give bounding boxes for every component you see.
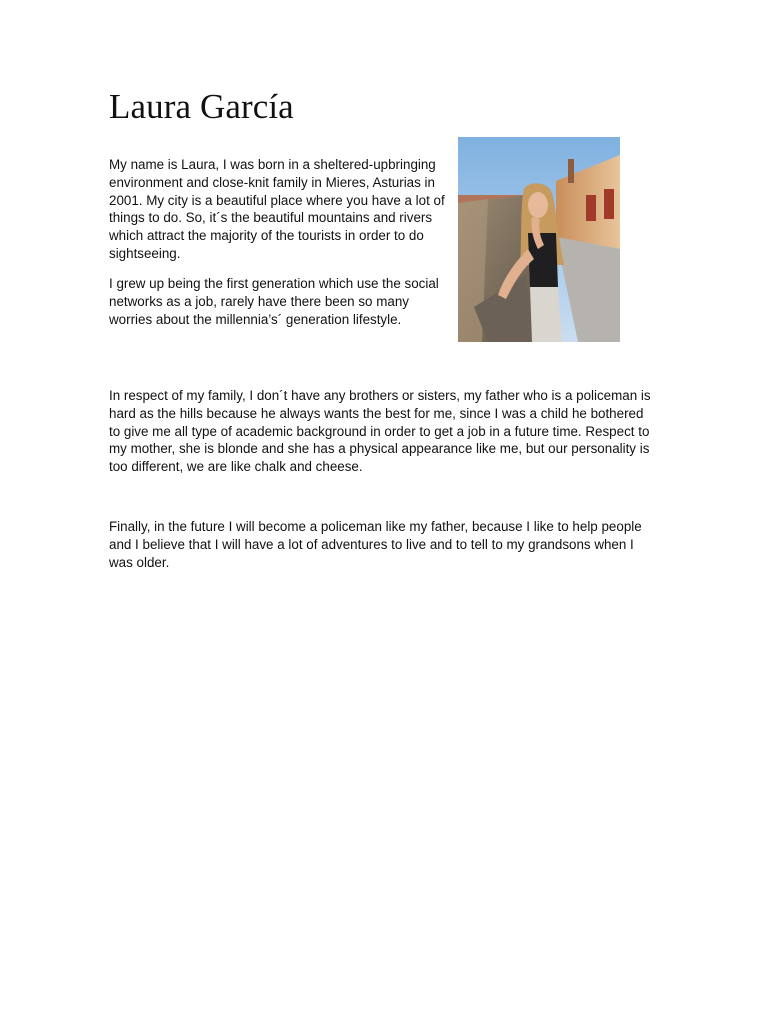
portrait-photo <box>458 137 620 342</box>
paragraph-future: Finally, in the future I will become a policeman like my father, because I like to help people and I believe that I will have a lot of adventures to live and to tell to my grandsons when I was older. <box>109 519 642 570</box>
page-title: Laura García <box>109 87 294 126</box>
paragraph-family: In respect of my family, I don´t have any brothers or sisters, my father who is a policeman is hard as the hills because he always wants the best for me, since I was a child he bothered to give me all type of academic background in order to get a job in a future time. Respect to my mother, she is blonde and she has a physical appearance like me, but our personality is too different, we are like chalk and cheese. <box>109 388 651 475</box>
paragraph-generation: I grew up being the first generation which use the social networks as a job, rarely have there been so many worries about the millennia’s´ generation lifestyle. <box>109 276 439 327</box>
paragraph-intro: My name is Laura, I was born in a sheltered-upbringing environment and close-knit family in Mieres, Asturias in 2001. My city is a beautiful place where you have a lot of things to do. So, it´s the beautiful mountains and rivers which attract the majority of the tourists in order to do sightseeing. <box>109 157 445 261</box>
